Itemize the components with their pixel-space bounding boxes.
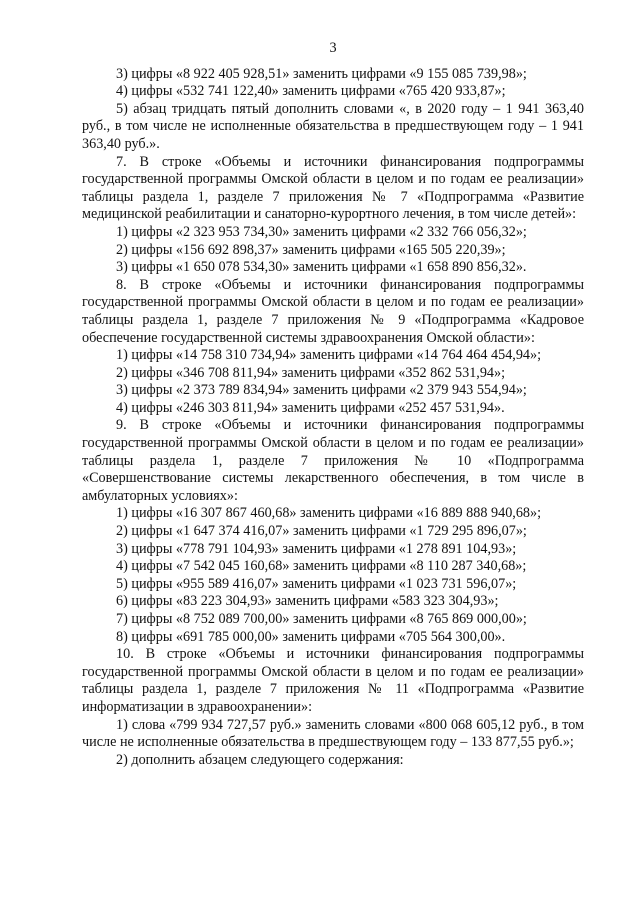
paragraph: 4) цифры «246 303 811,94» заменить цифрами «252 457 531,94». — [116, 399, 505, 416]
paragraph: 6) цифры «83 223 304,93» заменить цифрами «583 323 304,93»; — [116, 593, 499, 610]
paragraph: 7. В строке «Объемы и источники финансирования подпрограммы государственной программы Омской области в целом и по годам ее реализации» таблицы раздела 1, разделе 7 приложения № 7 «Подпрограмма «Развитие медицинской реабилитации и санаторно-курортного лечения, в том числе детей»: — [82, 153, 584, 223]
paragraph: 3) цифры «2 373 789 834,94» заменить цифрами «2 379 943 554,94»; — [116, 382, 527, 399]
page-number: 3 — [329, 40, 337, 56]
paragraph: 2) цифры «156 692 898,37» заменить цифрами «165 505 220,39»; — [116, 241, 506, 258]
paragraph: 4) цифры «7 542 045 160,68» заменить цифрами «8 110 287 340,68»; — [116, 558, 527, 575]
paragraph: 5) цифры «955 589 416,07» заменить цифрами «1 023 731 596,07»; — [116, 575, 517, 592]
document-body — [82, 66, 584, 770]
paragraph: 7) цифры «8 752 089 700,00» заменить цифрами «8 765 869 000,00»; — [116, 611, 527, 627]
paragraph: 2) цифры «1 647 374 416,07» заменить цифрами «1 729 295 896,07»; — [116, 523, 527, 540]
paragraph: 3) цифры «8 922 405 928,51» заменить цифрами «9 155 085 739,98»; — [116, 65, 527, 82]
paragraph: 5) абзац тридцать пятый дополнить словами «, в 2020 году – 1 941 363,40 руб., в том числе не исполненные обязательства в предшествующем году – 1 941 363,40 руб.». — [82, 100, 584, 152]
paragraph: 1) цифры «16 307 867 460,68» заменить цифрами «16 889 888 940,68»; — [116, 505, 542, 522]
paragraph: 1) цифры «2 323 953 734,30» заменить цифрами «2 332 766 056,32»; — [116, 223, 527, 240]
paragraph: 2) цифры «346 708 811,94» заменить цифрами «352 862 531,94»; — [116, 364, 506, 381]
paragraph: 10. В строке «Объемы и источники финансирования подпрограммы государственной программы Омской области в целом и по годам ее реализации» таблицы раздела 1, разделе 7 приложения № 11 «Подпрограмма «Развитие информатизации в здравоохранении»: — [82, 646, 584, 715]
paragraph: 9. В строке «Объемы и источники финансирования подпрограммы государственной программы Омской области в целом и по годам ее реализации» таблицы раздела 1, разделе 7 приложения № 10 «Подпрограмма «Совершенствование системы лекарственного обеспечения, в том числе в амбулаторных условиях»: — [82, 417, 584, 504]
paragraph: 8. В строке «Объемы и источники финансирования подпрограммы государственной программы Омской области в целом и по годам ее реализации» таблицы раздела 1, разделе 7 приложения № 9 «Подпрограмма «Кадровое обеспечение государственной системы здравоохранения Омской области»: — [82, 276, 584, 346]
paragraph: 3) цифры «1 650 078 534,30» заменить цифрами «1 658 890 856,32». — [116, 259, 527, 276]
paragraph: 4) цифры «532 741 122,40» заменить цифрами «765 420 933,87»; — [116, 83, 506, 100]
paragraph: 1) слова «799 934 727,57 руб.» заменить словами «800 068 605,12 руб., в том числе не исполненные обязательства в предшествующем году – 133 877,55 руб.»; — [82, 716, 584, 751]
paragraph: 2) дополнить абзацем следующего содержания: — [116, 751, 404, 768]
paragraph: 3) цифры «778 791 104,93» заменить цифрами «1 278 891 104,93»; — [116, 540, 517, 557]
paragraph: 8) цифры «691 785 000,00» заменить цифрами «705 564 300,00». — [116, 628, 506, 645]
paragraph: 1) цифры «14 758 310 734,94» заменить цифрами «14 764 464 454,94»; — [116, 347, 542, 364]
